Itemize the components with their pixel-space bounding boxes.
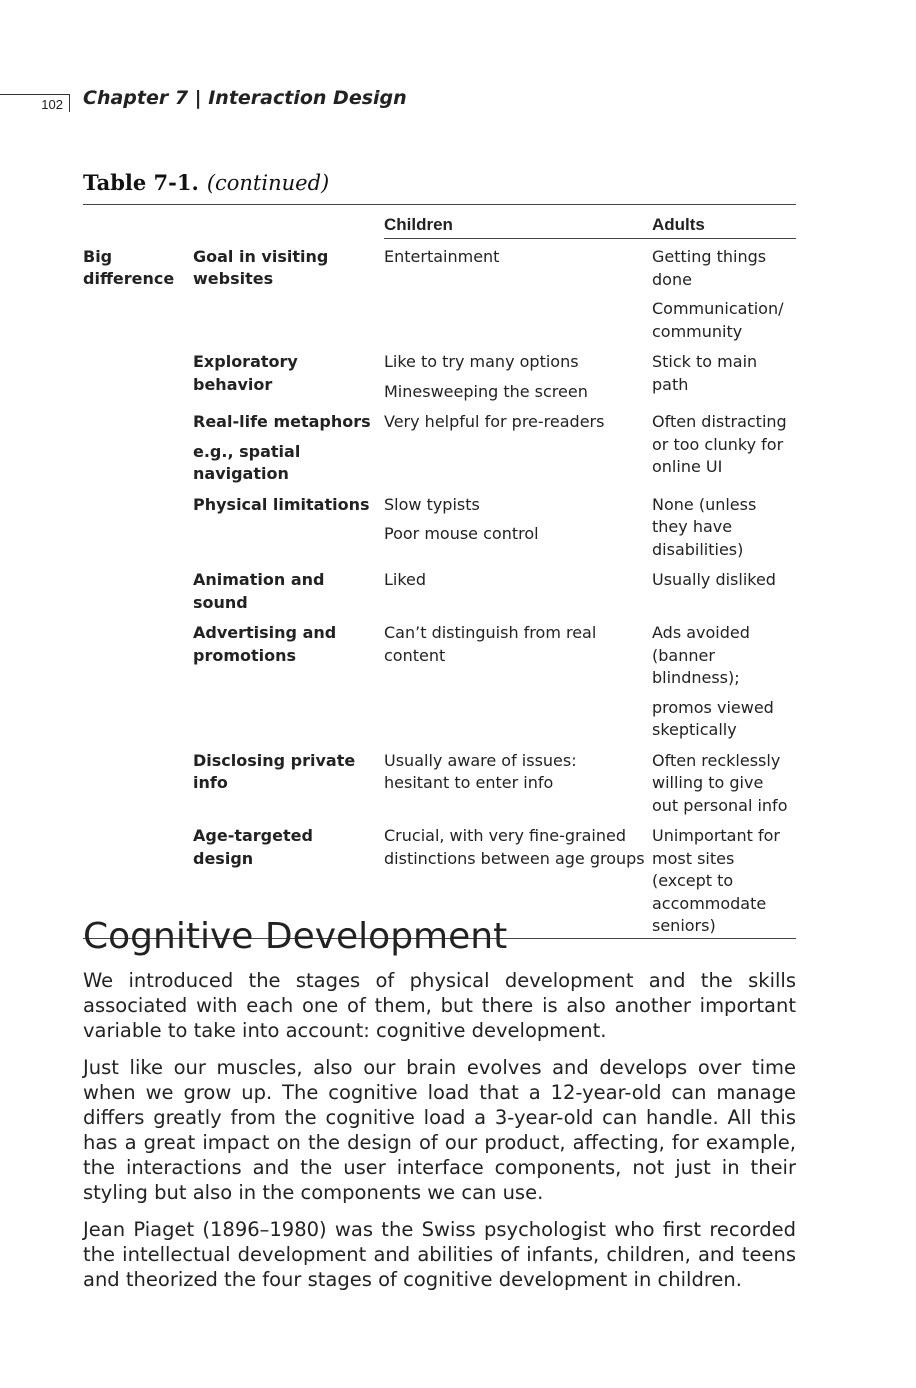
cell-text: Unimportant for most sites (except to accommodate seniors)	[652, 826, 780, 935]
table-row	[83, 569, 796, 622]
group-cell	[83, 569, 193, 622]
cell-text: Age-targeted design	[193, 826, 313, 868]
cell-text: Minesweeping the screen	[384, 381, 588, 401]
cell-text: Slow typists	[384, 494, 480, 514]
table-caption-note: (continued)	[206, 171, 330, 195]
attribute-cell	[193, 239, 384, 352]
table-row	[83, 351, 796, 411]
adults-cell	[652, 750, 796, 826]
table-row	[83, 622, 796, 750]
adults-cell	[652, 569, 796, 622]
cell-text: Crucial, with very fine-grained distinctions between age groups	[384, 826, 645, 868]
cell-text: Can’t distinguish from real content	[384, 623, 597, 665]
attribute-cell	[193, 750, 384, 826]
children-cell	[384, 351, 652, 411]
adults-cell	[652, 825, 796, 938]
cell-text: Real-life metaphors	[193, 412, 371, 431]
cell-text: Usually aware of issues: hesitant to enter info	[384, 750, 577, 792]
table-row	[83, 750, 796, 826]
header-children: Children	[384, 205, 652, 239]
cell-text: None (unless they have disabilities)	[652, 494, 757, 559]
children-cell	[384, 411, 652, 494]
cell-text: Disclosing private info	[193, 750, 356, 792]
cell-text: Goal in visiting websites	[193, 246, 329, 288]
paragraph: We introduced the stages of physical development and the skills associated with each one of them, but there is also another important variable to take into account: cognitive development.	[83, 969, 796, 1042]
cell-text: Animation and sound	[193, 570, 325, 612]
cell-text: Often distracting or too clunky for online UI	[652, 412, 787, 476]
cell-text: Advertising and promotions	[193, 623, 337, 665]
attribute-cell	[193, 411, 384, 494]
table-row	[83, 411, 796, 494]
header-blank-attribute	[193, 205, 384, 239]
group-cell	[83, 622, 193, 750]
cell-text: Usually disliked	[652, 570, 776, 589]
cell-text: Liked	[384, 570, 427, 589]
body-text	[83, 968, 796, 1304]
cell-text: Communication/ community	[652, 299, 784, 341]
table-header-row	[83, 205, 796, 239]
cell-text: Entertainment	[384, 247, 500, 266]
cell-text: promos viewed skeptically	[652, 697, 774, 739]
header-adults: Adults	[652, 205, 796, 239]
adults-cell	[652, 494, 796, 570]
group-cell	[83, 411, 193, 494]
cell-text: Physical limitations	[193, 494, 370, 514]
page-number: 102	[0, 94, 70, 112]
cell-text: Often recklessly willing to give out personal info	[652, 750, 788, 815]
table-caption-label: Table 7-1.	[83, 170, 199, 195]
children-cell	[384, 494, 652, 570]
children-cell	[384, 569, 652, 622]
attribute-cell	[193, 351, 384, 411]
cell-text: Like to try many options	[384, 352, 579, 371]
section-heading: Cognitive Development	[83, 916, 508, 957]
table-caption	[83, 170, 329, 195]
table-body	[83, 239, 796, 939]
cell-text: Stick to main path	[652, 352, 758, 394]
attribute-cell	[193, 494, 384, 570]
paragraph: Jean Piaget (1896–1980) was the Swiss psychologist who first recorded the intellectual development and abilities of infants, children, and teens and theorized the four stages of cognitive development in children.	[83, 1218, 796, 1291]
cell-text: Poor mouse control	[384, 524, 539, 543]
adults-cell	[652, 622, 796, 750]
children-cell	[384, 622, 652, 750]
attribute-cell	[193, 622, 384, 750]
adults-cell	[652, 239, 796, 352]
table-row	[83, 239, 796, 352]
chapter-title: Chapter 7 | Interaction Design	[83, 87, 407, 109]
adults-cell	[652, 411, 796, 494]
header-blank-group	[83, 205, 193, 239]
cell-text: Ads avoided (banner blindness);	[652, 623, 750, 687]
comparison-table	[83, 204, 796, 939]
attribute-cell	[193, 569, 384, 622]
children-cell	[384, 750, 652, 826]
children-cell	[384, 239, 652, 352]
group-cell	[83, 750, 193, 826]
cell-text: Getting things done	[652, 247, 767, 289]
group-cell	[83, 494, 193, 570]
cell-text: Very helpful for pre-readers	[384, 412, 605, 431]
adults-cell	[652, 351, 796, 411]
group-cell	[83, 351, 193, 411]
cell-text: Exploratory behavior	[193, 352, 298, 394]
paragraph: Just like our muscles, also our brain evolves and develops over time when we grow up. The cognitive load that a 12-year-old can manage differs greatly from the cognitive load a 3-year-old can handle. All this has a great impact on the design of our product, affecting, for example, the interactions and the user interface components, not just in their styling but also in the components we can use.	[83, 1056, 796, 1204]
table-row	[83, 494, 796, 570]
group-label: Big difference	[83, 246, 175, 288]
running-head	[0, 84, 800, 114]
cell-text: e.g., spatial navigation	[193, 441, 301, 483]
